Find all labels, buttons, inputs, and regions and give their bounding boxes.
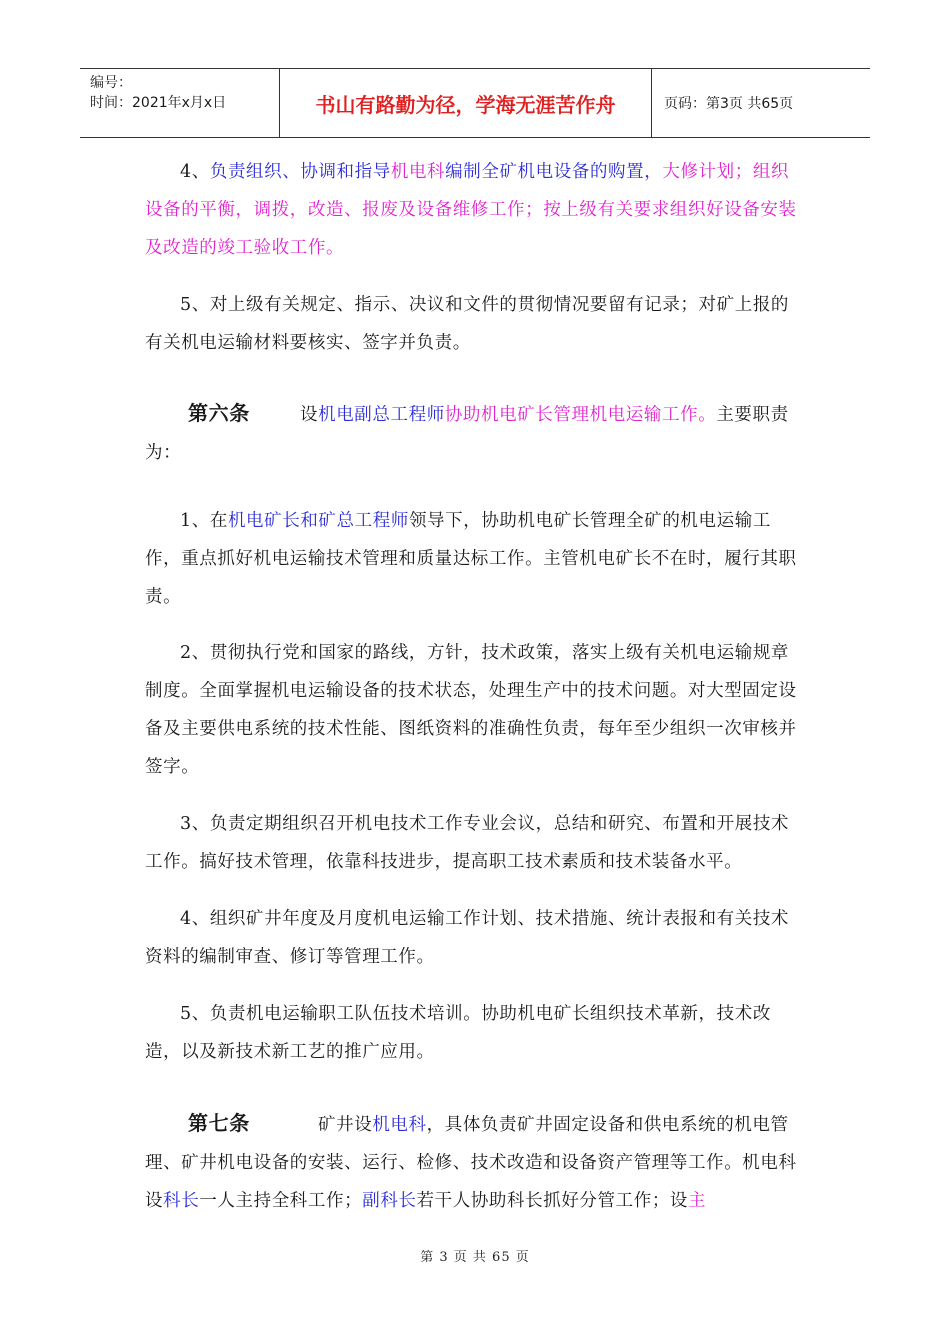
paragraph-4 — [145, 153, 805, 267]
text-blue: 机电矿长和矿总工程师 — [227, 511, 409, 531]
article-text: ，具体负责矿井固定设备和供电系统的机电管理、矿井机电设备的安装、运行、检修、技术改造和设备资产管理等工作。机电科设 — [145, 1115, 797, 1211]
number-label: 编号： — [90, 75, 132, 91]
paragraph-text: 3、负责定期组织召开机电技术工作专业会议，总结和研究、布置和开展技术工作。搞好技术管理，依靠科技进步，提高职工技术素质和技术装备水平。 — [145, 814, 790, 872]
text-magenta: 机电科 — [390, 162, 446, 182]
text-blue: 科长 — [163, 1191, 200, 1211]
article-text: 设 — [300, 405, 319, 425]
header-motto: 书山有路勤为径，学海无涯苦作舟 — [280, 69, 652, 137]
text-magenta: 主 — [688, 1191, 707, 1211]
paragraph-5 — [145, 286, 805, 362]
article-6 — [145, 394, 805, 472]
text-magenta: 大修计划；组织设备的平衡，调拨，改造、报废及设备维修工作；按上级有关要求组织好设备安装及改造的竣工验收工作。 — [145, 162, 797, 258]
article-text: 一人主持全科工作； — [199, 1191, 363, 1211]
page-footer: 第 3 页 共 65 页 — [420, 1250, 530, 1265]
header-page-label: 页码：第3页 共65页 — [664, 96, 794, 112]
paragraph-text: 5、负责机电运输职工队伍技术培训。协助机电矿长组织技术革新，技术改造，以及新技术新工艺的推广应用。 — [145, 1004, 771, 1062]
article-text: 主要职责为： — [145, 405, 789, 463]
article-title: 第七条 — [188, 1111, 250, 1135]
article-text: 若干人协助科长抓好分管工作；设 — [416, 1191, 689, 1211]
text-blue: 副科长 — [362, 1191, 417, 1211]
time-label: 时间：2021年x月x日 — [90, 95, 227, 111]
paragraph-text: 5、对上级有关规定、指示、决议和文件的贯彻情况要留有记录；对矿上报的有关机电运输材料要核实、签字并负责。 — [145, 295, 790, 353]
header-meta — [80, 69, 280, 137]
paragraph-text: 4、组织矿井年度及月度机电运输工作计划、技术措施、统计表报和有关技术资料的编制审查、修订等管理工作。 — [145, 909, 790, 967]
text-blue: 编制全矿机电设备的购置， — [445, 162, 663, 182]
text-blue: 机电科 — [372, 1115, 427, 1135]
paragraph-text: 2、贯彻执行党和国家的路线，方针，技术政策，落实上级有关机电运输规章制度。全面掌握机电运输设备的技术状态，处理生产中的技术问题。对大型固定设备及主要供电系统的技术性能、图纸资料的准确性负责，每年至少组织一次审核并签字。 — [145, 643, 797, 777]
article-7 — [145, 1104, 805, 1220]
a6-paragraph-2 — [145, 634, 805, 786]
article-text: 矿井设 — [318, 1115, 373, 1135]
text-blue: 机电副总工程师 — [318, 405, 445, 425]
paragraph-text: 领导下，协助机电矿长管理全矿的机电运输工作，重点抓好机电运输技术管理和质量达标工作。主管机电矿长不在时，履行其职责。 — [145, 511, 797, 607]
page-header — [80, 68, 870, 138]
a6-paragraph-4 — [145, 900, 805, 976]
text-magenta: 协助机电矿长管理机电运输工作。 — [444, 405, 717, 425]
article-title: 第六条 — [188, 401, 250, 425]
paragraph-text: 1、在 — [180, 511, 228, 531]
a6-paragraph-5 — [145, 995, 805, 1071]
a6-paragraph-1 — [145, 502, 805, 616]
para-number: 4、 — [180, 162, 210, 182]
text-blue: 负责组织、协调和指导 — [209, 162, 391, 182]
a6-paragraph-3 — [145, 805, 805, 881]
